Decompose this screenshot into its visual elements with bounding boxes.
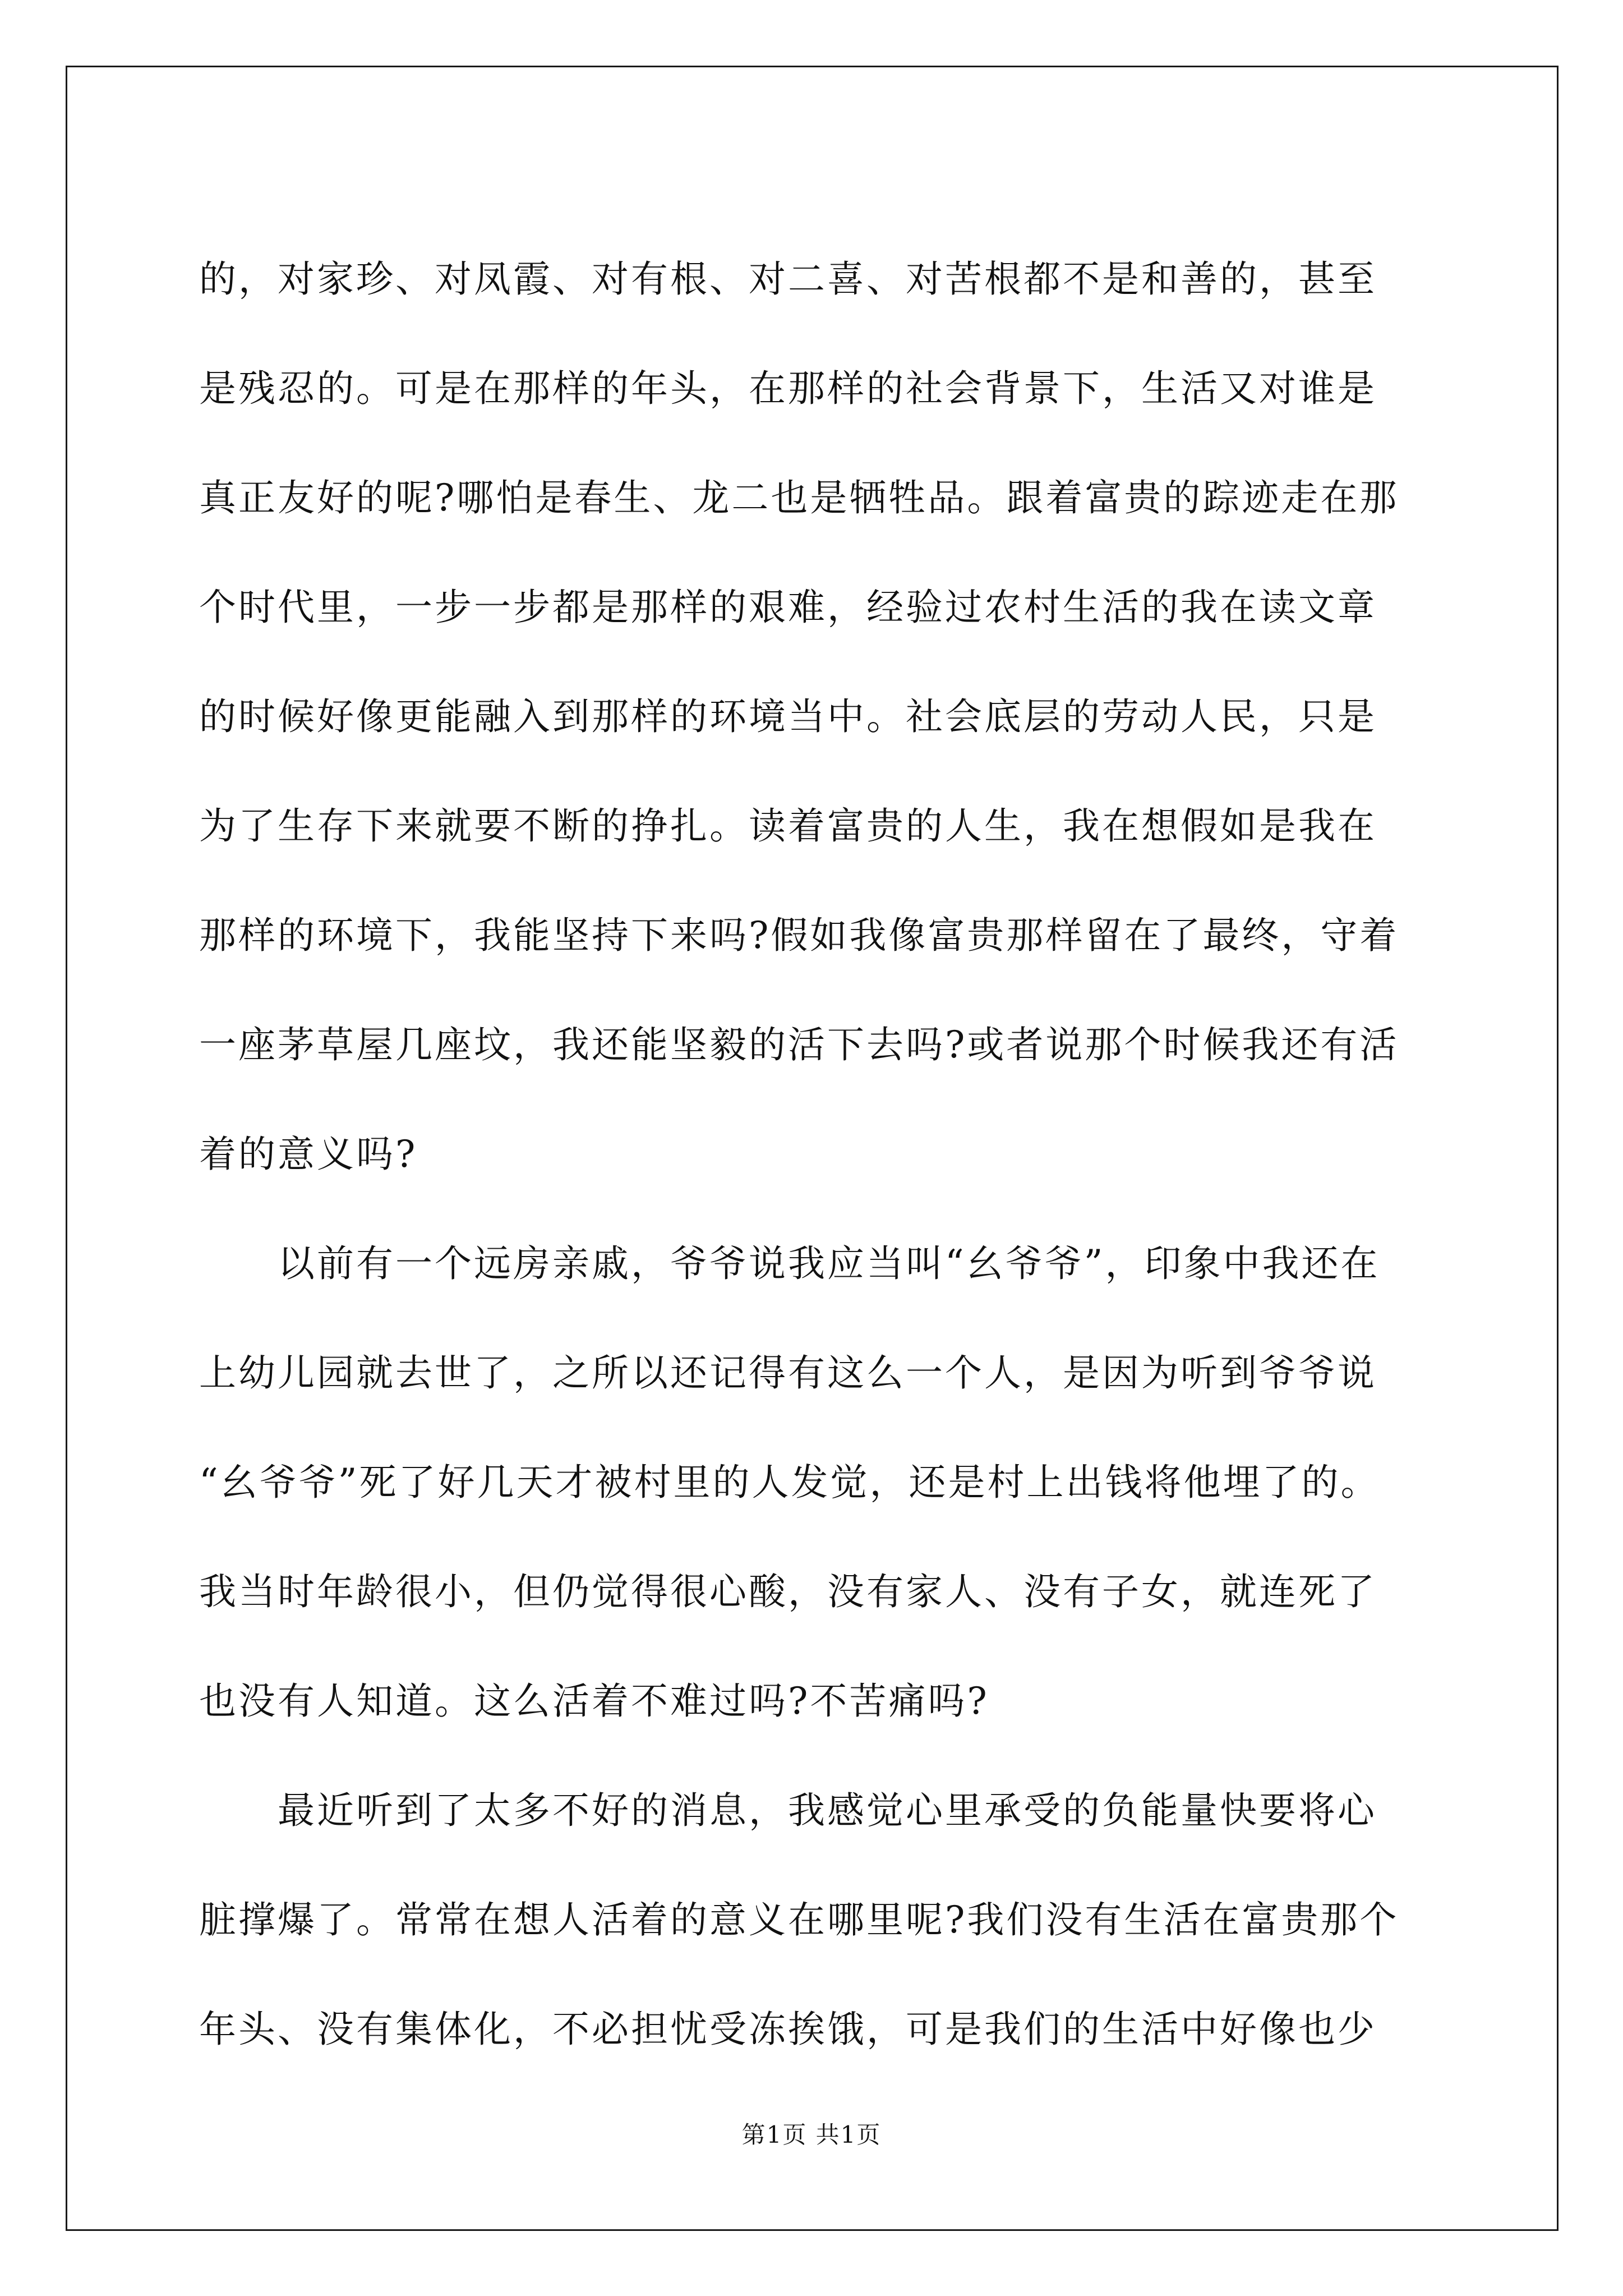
text-line: 的，对家珍、对凤霞、对有根、对二喜、对苦根都不是和善的，甚至 (199, 257, 1377, 301)
text-line: 个时代里，一步一步都是那样的艰难，经验过农村生活的我在读文章 (199, 586, 1377, 629)
text-line: 上幼儿园就去世了，之所以还记得有这么一个人，是因为听到爷爷说 (199, 1351, 1377, 1395)
text-line: 也没有人知道。这么活着不难过吗?不苦痛吗? (199, 1680, 989, 1723)
text-line: 着的意义吗? (199, 1133, 418, 1176)
page-number: 第1页 共1页 (741, 2121, 882, 2148)
text-line: 那样的环境下，我能坚持下来吗?假如我像富贵那样留在了最终，守着 (199, 914, 1399, 957)
text-line: 脏撑爆了。常常在想人活着的意义在哪里呢?我们没有生活在富贵那个 (199, 1898, 1399, 1941)
text-line: 是残忍的。可是在那样的年头，在那样的社会背景下，生活又对谁是 (199, 367, 1377, 410)
text-line: 以前有一个远房亲戚，爷爷说我应当叫“幺爷爷”，印象中我还在 (278, 1242, 1380, 1285)
text-line: “幺爷爷”死了好几天才被村里的人发觉，还是村上出钱将他埋了的。 (199, 1461, 1380, 1504)
text-line: 真正友好的呢?哪怕是春生、龙二也是牺牲品。跟着富贵的踪迹走在那 (199, 476, 1399, 519)
document-body (199, 224, 1433, 2084)
text-line: 一座茅草屋几座坟，我还能坚毅的活下去吗?或者说那个时候我还有活 (199, 1023, 1399, 1066)
text-line: 年头、没有集体化，不必担忧受冻挨饿，可是我们的生活中好像也少 (199, 2008, 1377, 2051)
text-line: 最近听到了太多不好的消息，我感觉心里承受的负能量快要将心 (278, 1789, 1377, 1832)
text-line: 我当时年龄很小，但仍觉得很心酸，没有家人、没有子女，就连死了 (199, 1570, 1377, 1613)
text-line: 为了生存下来就要不断的挣扎。读着富贵的人生，我在想假如是我在 (199, 804, 1377, 848)
text-line: 的时候好像更能融入到那样的环境当中。社会底层的劳动人民，只是 (199, 695, 1377, 738)
